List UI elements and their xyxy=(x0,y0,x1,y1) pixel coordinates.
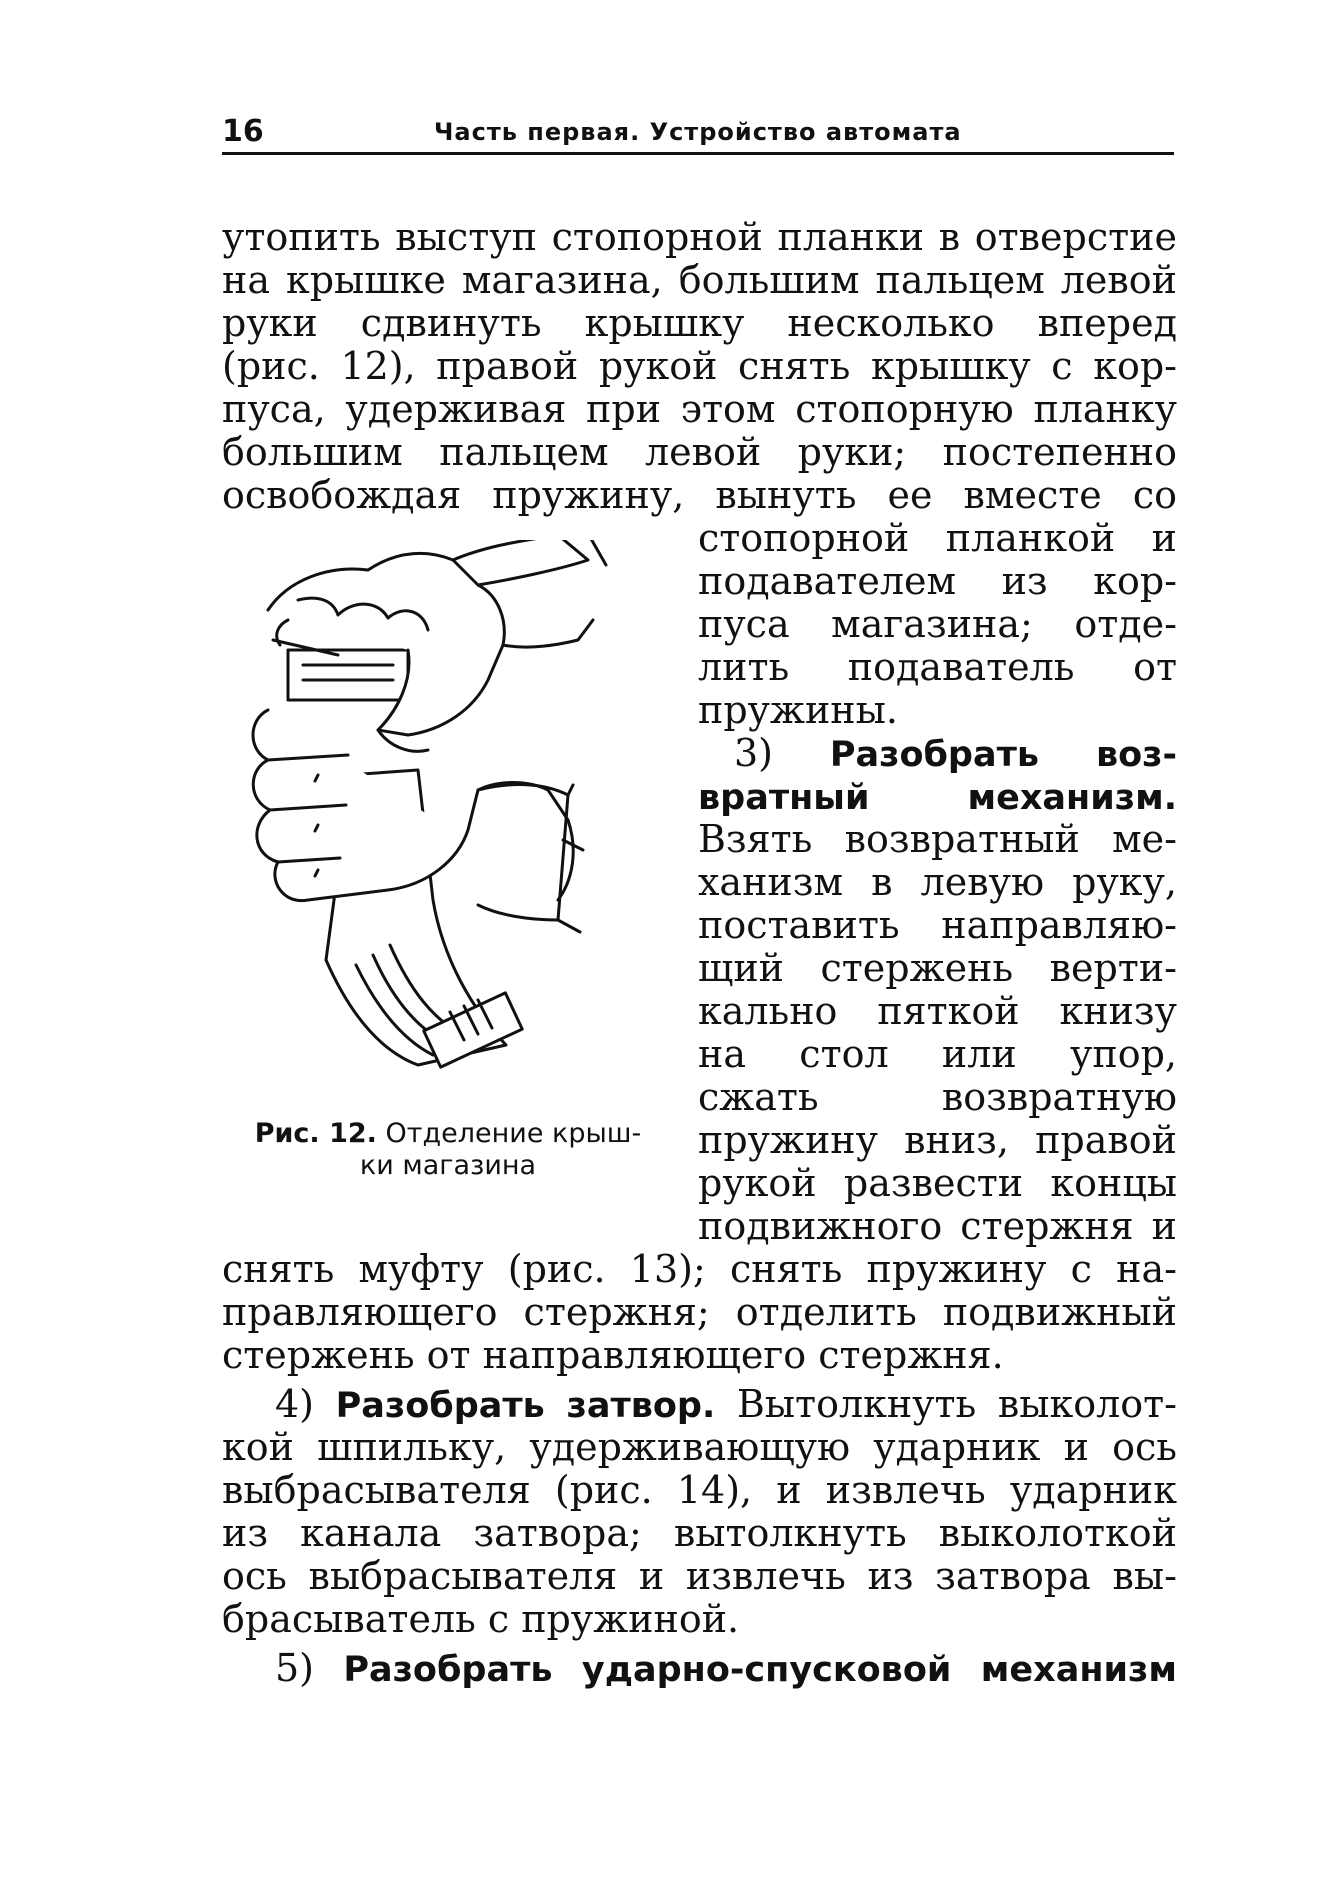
right-hand xyxy=(268,553,504,735)
item3-heading-line1 xyxy=(734,731,1177,775)
text-line: Взять возвратный ме- xyxy=(698,817,1177,861)
page-number: 16 xyxy=(222,114,264,149)
text-line: выбрасывателя (рис. 14), и извлечь ударник xyxy=(222,1468,1177,1512)
text-line: подвижного стержня и xyxy=(698,1204,1177,1248)
item4-title: Разобрать затвор. xyxy=(335,1386,716,1426)
running-head-title: Часть первая. Устройство автомата xyxy=(434,118,962,146)
item4-text: Вытолкнуть выколот- xyxy=(736,1382,1177,1426)
text-line: рукой развести концы xyxy=(698,1161,1177,1205)
text-line: лить подаватель от xyxy=(698,645,1177,689)
item3-title-a: Разобрать воз- xyxy=(829,735,1177,775)
item4-heading-line xyxy=(275,1382,1177,1426)
text-line: стопорной планкой и xyxy=(698,516,1177,560)
item3-title-b: вратный механизм. xyxy=(698,778,1177,818)
text-line: стержень от направляющего стержня. xyxy=(222,1333,1004,1377)
text-line: пуса магазина; отде- xyxy=(698,602,1177,646)
text-line: сжать возвратную xyxy=(698,1075,1177,1119)
text-line: из канала затвора; вытолкнуть выколоткой xyxy=(222,1511,1177,1555)
text-line: ханизм в левую руку, xyxy=(698,860,1177,904)
text-line: правляющего стержня; отделить подвижный xyxy=(222,1290,1177,1334)
text-line: руки сдвинуть крышку несколько вперед xyxy=(222,301,1177,345)
caption-line1: Отделение крыш- xyxy=(385,1118,642,1149)
figure-12-illustration xyxy=(228,540,668,1100)
text-line: на крышке магазина, большим пальцем левой xyxy=(222,258,1177,302)
item3-number: 3) xyxy=(734,731,774,775)
text-line: кой шпильку, удерживающую ударник и ось xyxy=(222,1425,1177,1469)
text-line: поставить направляю- xyxy=(698,903,1177,947)
item5-title: Разобрать ударно-спусковой механизм xyxy=(343,1650,1177,1690)
text-line: подавателем из кор- xyxy=(698,559,1177,603)
figure-label: Рис. 12. xyxy=(254,1118,377,1149)
text-line: снять муфту (рис. 13); снять пружину с на- xyxy=(222,1247,1177,1291)
left-hand xyxy=(253,710,573,901)
text-line: (рис. 12), правой рукой снять крышку с кор- xyxy=(222,344,1177,388)
text-line: пружины. xyxy=(698,688,898,732)
text-line: большим пальцем левой руки; постепенно xyxy=(222,430,1177,474)
item4-number: 4) xyxy=(275,1382,315,1426)
item3-heading-line2 xyxy=(698,774,1177,818)
figure-caption xyxy=(222,1118,674,1182)
text-line: кально пяткой книзу xyxy=(698,989,1177,1033)
item5-number: 5) xyxy=(275,1646,315,1690)
hands-removing-magazine-cover-illustration xyxy=(228,540,668,1100)
caption-line2: ки магазина xyxy=(359,1150,537,1181)
text-line: брасыватель с пружиной. xyxy=(222,1597,740,1641)
item5-heading-line xyxy=(275,1646,1177,1690)
text-line: пуса, удерживая при этом стопорную планку xyxy=(222,387,1177,431)
text-line: ось выбрасывателя и извлечь из затвора вы- xyxy=(222,1554,1177,1598)
text-line: освобождая пружину, вынуть ее вместе со xyxy=(222,473,1177,517)
running-header xyxy=(222,112,1174,155)
text-line: щий стержень верти- xyxy=(698,946,1177,990)
text-line: утопить выступ стопорной планки в отверстие xyxy=(222,215,1177,259)
text-line: пружину вниз, правой xyxy=(698,1118,1177,1162)
text-line: на стол или упор, xyxy=(698,1032,1177,1076)
